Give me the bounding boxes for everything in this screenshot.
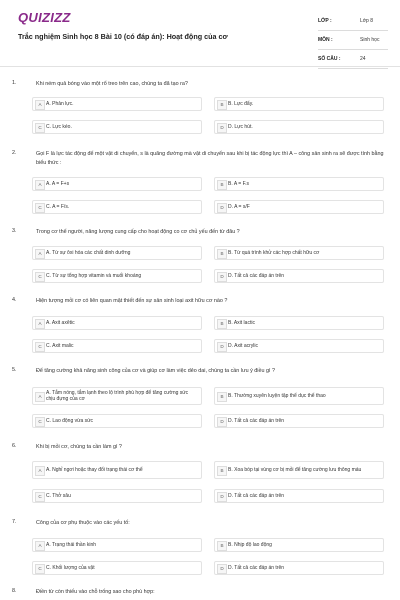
option-text: D. Tất cả các đáp án trên <box>228 492 285 499</box>
option-text: D. Tất cả các đáp án trên <box>228 564 285 571</box>
option-c[interactable] <box>32 414 202 428</box>
option-letter: A <box>35 249 45 259</box>
option-letter: C <box>35 272 45 282</box>
meta-row-count <box>318 50 388 69</box>
option-text: D. Tất cả các đáp án trên <box>228 272 285 279</box>
option-text: B. Axit lactic <box>228 319 255 326</box>
question-text: Công của cơ phụ thuộc vào các yếu tố: <box>36 520 130 526</box>
option-text: A. Nghỉ ngơi hoặc thay đổi trạng thái cơ thể <box>46 466 143 473</box>
option-d[interactable] <box>214 120 384 134</box>
option-b[interactable] <box>214 461 384 479</box>
option-text: B. Nhịp độ lao động <box>228 541 272 548</box>
option-letter: C <box>35 417 45 427</box>
option-c[interactable] <box>32 200 202 214</box>
option-letter: B <box>217 392 227 402</box>
option-c[interactable] <box>32 561 202 575</box>
question-text: Khi bị mỏi cơ, chúng ta cần làm gì ? <box>36 444 122 450</box>
option-text: D. Tất cả các đáp án trên <box>228 417 285 424</box>
question-number: 7. <box>12 519 17 525</box>
option-a[interactable] <box>32 97 202 111</box>
question-text: Gọi F là lực tác động để một vật di chuyển, s là quãng đường mà vật di chuyển sau khi bị tác động lực thì A – công sản sinh ra sẽ được tính bằng biểu thức : <box>36 151 384 166</box>
option-text: C. Từ sự tổng hợp vitamin và muối khoáng <box>46 272 142 279</box>
option-text: C. Thở sâu <box>46 492 71 499</box>
option-text: C. Axit malic <box>46 342 74 349</box>
question-text: Điền từ còn thiếu vào chỗ trống sao cho phù hợp: <box>36 589 155 595</box>
option-letter: D <box>217 342 227 352</box>
option-letter: A <box>35 541 45 551</box>
option-text: A. Trạng thái thần kinh <box>46 541 97 548</box>
option-a[interactable] <box>32 538 202 552</box>
option-b[interactable] <box>214 177 384 191</box>
meta-key: LỚP : <box>318 18 332 24</box>
question-number: 8. <box>12 588 17 594</box>
meta-key: SỐ CÂU : <box>318 56 341 62</box>
option-letter: D <box>217 123 227 133</box>
option-d[interactable] <box>214 269 384 283</box>
option-b[interactable] <box>214 538 384 552</box>
option-text: C. Khối lượng của vật <box>46 564 95 571</box>
question-number: 1. <box>12 80 17 86</box>
question-number: 2. <box>12 150 17 156</box>
option-letter: D <box>217 417 227 427</box>
option-letter: C <box>35 342 45 352</box>
option-text: C. Lao động vừa sức <box>46 417 93 424</box>
option-letter: C <box>35 203 45 213</box>
worksheet-header <box>0 0 400 67</box>
option-letter: C <box>35 123 45 133</box>
question-number: 3. <box>12 228 17 234</box>
meta-row-subject <box>318 31 388 50</box>
option-letter: A <box>35 319 45 329</box>
option-a[interactable] <box>32 246 202 260</box>
option-letter: C <box>35 492 45 502</box>
option-a[interactable] <box>32 316 202 330</box>
meta-value: Lớp 8 <box>360 18 374 24</box>
option-letter: B <box>217 319 227 329</box>
option-text: A. Từ sự ôxi hóa các chất dinh dưỡng <box>46 249 131 256</box>
option-c[interactable] <box>32 339 202 353</box>
option-letter: B <box>217 100 227 110</box>
option-c[interactable] <box>32 489 202 503</box>
option-text: D. Axit acrylic <box>228 342 259 349</box>
option-text: C. Lực kéo. <box>46 123 72 130</box>
option-letter: B <box>217 541 227 551</box>
question-text: Để tăng cường khả năng sinh công của cơ và giúp cơ làm việc dẻo dai, chúng ta cần lưu ý điều gì ? <box>36 368 275 374</box>
option-text: A. Tắm nóng, tắm lạnh theo lộ trình phù hợp để tăng cường sức chịu đựng của cơ <box>46 389 189 402</box>
option-letter: B <box>217 180 227 190</box>
option-text: B. Từ quá trình khử các hợp chất hữu cơ <box>228 249 320 256</box>
option-b[interactable] <box>214 97 384 111</box>
option-b[interactable] <box>214 246 384 260</box>
option-text: A. A = F+s <box>46 180 70 187</box>
option-text: B. Lực đẩy. <box>228 100 254 107</box>
quizizz-logo: QUIZIZZ <box>18 10 71 25</box>
option-text: B. A = F.s <box>228 180 249 187</box>
option-a[interactable] <box>32 461 202 479</box>
option-c[interactable] <box>32 120 202 134</box>
option-d[interactable] <box>214 489 384 503</box>
option-d[interactable] <box>214 414 384 428</box>
option-letter: D <box>217 492 227 502</box>
option-text: B. Xoa bóp tại vùng cơ bị mỏi để tăng cường lưu thông máu <box>228 466 362 473</box>
option-letter: B <box>217 466 227 476</box>
option-letter: A <box>35 466 45 476</box>
option-a[interactable] <box>32 387 202 405</box>
worksheet-title: Trắc nghiệm Sinh học 8 Bài 10 (có đáp án): Hoạt động của cơ <box>18 32 228 41</box>
option-text: A. Phản lực. <box>46 100 74 107</box>
question-text: Trong cơ thể người, năng lượng cung cấp cho hoạt động co cơ chủ yếu đến từ đâu ? <box>36 229 240 235</box>
option-letter: B <box>217 249 227 259</box>
meta-table <box>318 12 388 69</box>
option-d[interactable] <box>214 561 384 575</box>
question-text: Hiện tượng mỏi cơ có liên quan mật thiết đến sự sản sinh loại axit hữu cơ nào ? <box>36 298 228 304</box>
question-number: 6. <box>12 443 17 449</box>
option-b[interactable] <box>214 387 384 405</box>
meta-value: Sinh học <box>360 37 380 43</box>
option-b[interactable] <box>214 316 384 330</box>
question-number: 4. <box>12 297 17 303</box>
question-number: 5. <box>12 367 17 373</box>
option-letter: A <box>35 392 45 402</box>
option-letter: A <box>35 180 45 190</box>
option-c[interactable] <box>32 269 202 283</box>
meta-value: 24 <box>360 56 366 62</box>
meta-key: MÔN : <box>318 37 333 43</box>
option-letter: C <box>35 564 45 574</box>
option-text: B. Thường xuyên luyện tập thể dục thể thao <box>228 392 326 399</box>
option-text: C. A = F/s. <box>46 203 70 210</box>
question-text: Khi ném quả bóng vào một rổ treo trên cao, chúng ta đã tạo ra? <box>36 81 188 87</box>
option-letter: D <box>217 564 227 574</box>
option-letter: A <box>35 100 45 110</box>
option-text: D. A = s/F <box>228 203 250 210</box>
option-letter: D <box>217 272 227 282</box>
option-a[interactable] <box>32 177 202 191</box>
meta-row-grade <box>318 12 388 31</box>
option-text: D. Lực hút. <box>228 123 253 130</box>
option-d[interactable] <box>214 339 384 353</box>
option-letter: D <box>217 203 227 213</box>
option-text: A. Axit axêtic <box>46 319 75 326</box>
option-d[interactable] <box>214 200 384 214</box>
